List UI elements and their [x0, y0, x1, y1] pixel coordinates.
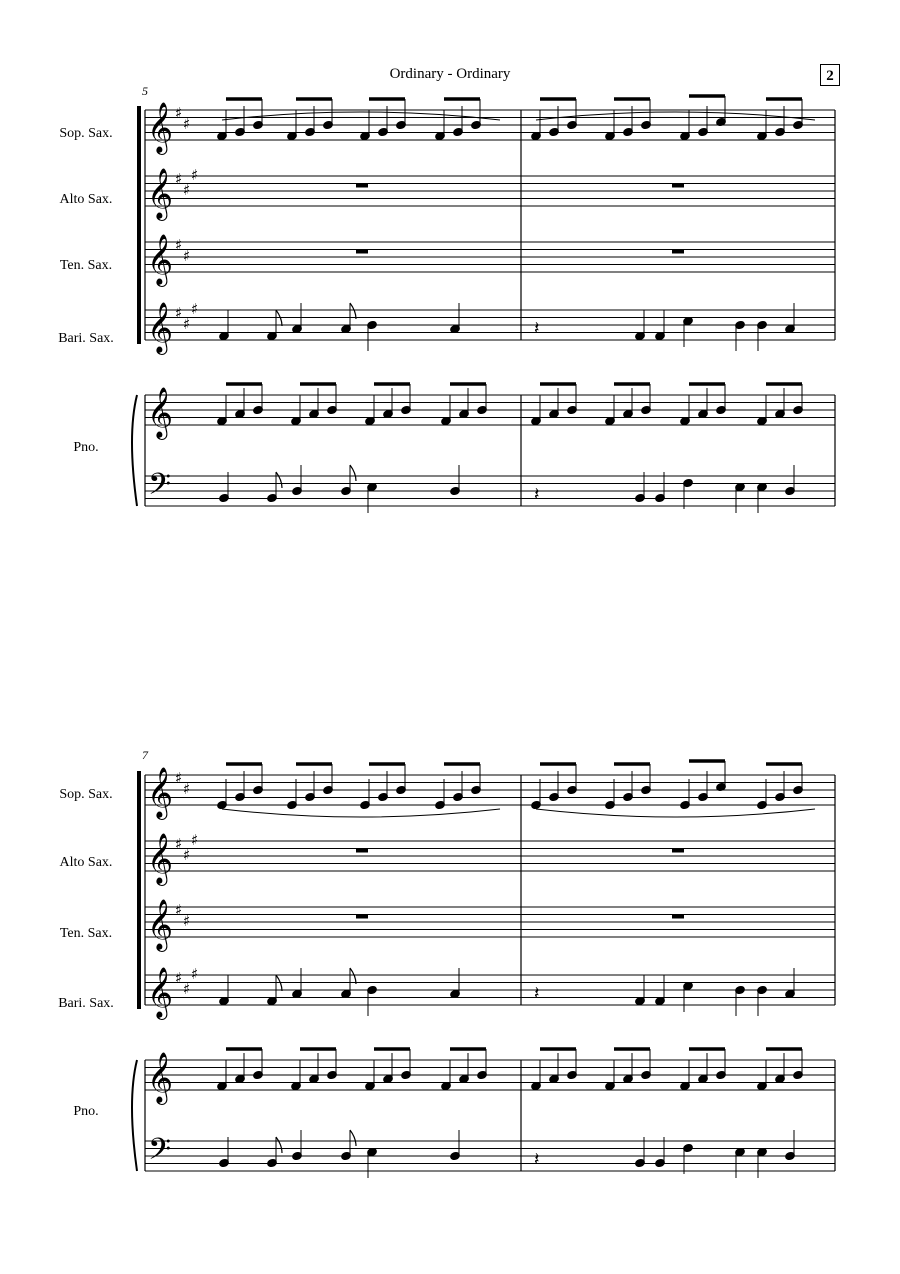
note-flag — [350, 465, 356, 481]
slur — [536, 112, 815, 120]
sharp-icon: ♯ — [175, 236, 183, 254]
treble-clef-icon: 𝄞 — [147, 967, 174, 1018]
instrument-label-alto: Alto Sax. — [59, 855, 113, 870]
slur — [536, 809, 815, 817]
sharp-icon: ♯ — [183, 315, 191, 333]
note-flag — [276, 472, 282, 488]
sharp-icon: ♯ — [191, 831, 199, 849]
treble-clef-icon: 𝄞 — [147, 302, 174, 353]
sharp-icon: ♯ — [175, 304, 183, 322]
piano-brace — [132, 1060, 137, 1171]
sharp-icon: ♯ — [183, 980, 191, 998]
instrument-label-ten: Ten. Sax. — [59, 258, 113, 273]
instrument-label-pno: Pno. — [73, 440, 99, 455]
sharp-icon: ♯ — [183, 247, 191, 265]
sharp-icon: ♯ — [183, 115, 191, 133]
treble-clef-icon: 𝄞 — [147, 102, 174, 153]
bass-clef-icon: 𝄢 — [148, 1133, 172, 1174]
note-flag — [350, 968, 356, 984]
measure-number: 5 — [142, 84, 148, 98]
treble-clef-icon: 𝄞 — [147, 234, 174, 285]
bass-clef-icon: 𝄢 — [148, 468, 172, 509]
whole-rest-icon — [672, 915, 684, 919]
note-flag — [350, 303, 356, 319]
sharp-icon: ♯ — [183, 780, 191, 798]
rest-icon: 𝄽 — [534, 983, 540, 1004]
measure-number: 7 — [142, 748, 148, 762]
slur — [222, 112, 500, 120]
sharp-icon: ♯ — [175, 969, 183, 987]
piano-brace — [132, 395, 137, 506]
note-flag — [350, 1130, 356, 1146]
treble-clef-icon: 𝄞 — [147, 899, 174, 950]
rest-icon: 𝄽 — [534, 1149, 540, 1170]
sharp-icon: ♯ — [191, 166, 199, 184]
treble-clef-icon: 𝄞 — [147, 168, 174, 219]
treble-clef-icon: 𝄞 — [147, 767, 174, 818]
instrument-label-sop: Sop. Sax. — [59, 787, 113, 802]
sharp-icon: ♯ — [183, 912, 191, 930]
slur — [222, 809, 500, 817]
rest-icon: 𝄽 — [534, 318, 540, 339]
instrument-label-ten: Ten. Sax. — [59, 926, 113, 941]
sharp-icon: ♯ — [175, 170, 183, 188]
whole-rest-icon — [672, 184, 684, 188]
page-title: Ordinary - Ordinary — [389, 66, 511, 82]
whole-rest-icon — [356, 250, 368, 254]
sharp-icon: ♯ — [175, 104, 183, 122]
sharp-icon: ♯ — [183, 846, 191, 864]
whole-rest-icon — [356, 849, 368, 853]
treble-clef-icon: 𝄞 — [147, 387, 174, 438]
sharp-icon: ♯ — [175, 769, 183, 787]
whole-rest-icon — [356, 915, 368, 919]
sharp-icon: ♯ — [191, 965, 199, 983]
whole-rest-icon — [672, 849, 684, 853]
treble-clef-icon: 𝄞 — [147, 833, 174, 884]
instrument-label-bari: Bari. Sax. — [58, 331, 114, 346]
instrument-label-sop: Sop. Sax. — [59, 126, 113, 141]
instrument-label-bari: Bari. Sax. — [58, 996, 114, 1011]
rest-icon: 𝄽 — [534, 484, 540, 505]
whole-rest-icon — [672, 250, 684, 254]
instrument-label-pno: Pno. — [73, 1104, 99, 1119]
treble-clef-icon: 𝄞 — [147, 1052, 174, 1103]
page-number: 2 — [820, 64, 840, 86]
note-flag — [276, 1137, 282, 1153]
instrument-label-alto: Alto Sax. — [59, 192, 113, 207]
sharp-icon: ♯ — [175, 835, 183, 853]
sharp-icon: ♯ — [183, 181, 191, 199]
sharp-icon: ♯ — [175, 901, 183, 919]
sharp-icon: ♯ — [191, 300, 199, 318]
whole-rest-icon — [356, 184, 368, 188]
